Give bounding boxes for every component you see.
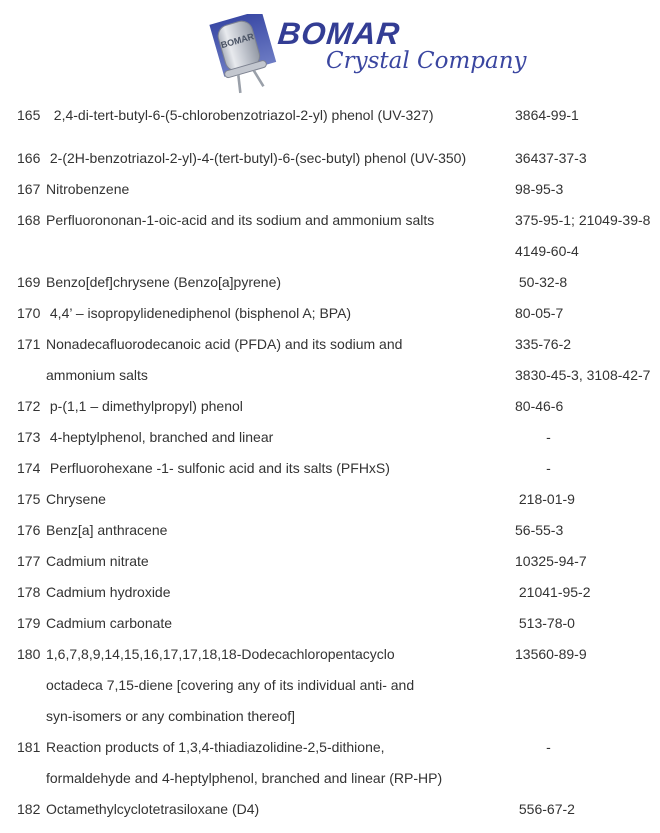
- cas-number-line: 556-67-2: [515, 801, 575, 817]
- substance-name-line: Chrysene: [46, 491, 106, 507]
- cas-number-line: 3830-45-3, 3108-42-7: [515, 367, 651, 383]
- substance-name: [46, 794, 515, 825]
- cas-number: [515, 298, 660, 329]
- substance-name-line: formaldehyde and 4-heptylphenol, branched and linear (RP-HP): [46, 770, 443, 786]
- table-row: [0, 577, 660, 608]
- substance-name: [46, 267, 515, 298]
- row-number: 177: [17, 553, 41, 569]
- row-number: 175: [17, 491, 41, 507]
- cas-number: [515, 577, 660, 608]
- substance-name-line: Cadmium nitrate: [46, 553, 149, 569]
- substance-name-line: Perfluorohexane -1- sulfonic acid and its salts (PFHxS): [46, 460, 390, 476]
- substance-name: [46, 391, 515, 422]
- row-number: 165: [17, 107, 41, 123]
- row-number: 173: [17, 429, 41, 445]
- cas-number-line: 56-55-3: [515, 522, 564, 538]
- table-row: [0, 205, 660, 267]
- cas-number: [515, 100, 660, 131]
- company-logo: [198, 12, 527, 96]
- substance-name-line: Benzo[def]chrysene (Benzo[a]pyrene): [46, 274, 282, 290]
- substance-name: [46, 639, 515, 732]
- cas-number-line: 375-95-1; 21049-39-8: [515, 212, 651, 228]
- substance-name: [46, 298, 515, 329]
- cas-number: [515, 143, 660, 174]
- substance-name-line: Cadmium hydroxide: [46, 584, 171, 600]
- row-number: 181: [17, 739, 41, 755]
- cas-number-line: 21041-95-2: [515, 584, 591, 600]
- substance-name-line: 4,4’ – isopropylidenediphenol (bisphenol A; BPA): [46, 305, 352, 321]
- substance-name-line: 2-(2H-benzotriazol-2-yl)-4-(tert-butyl)-6-(sec-butyl) phenol (UV-350): [46, 150, 467, 166]
- row-number: 172: [17, 398, 41, 414]
- table-row: [0, 484, 660, 515]
- row-number: 174: [17, 460, 41, 476]
- table-row: [0, 100, 660, 131]
- cas-number-line: 3864-99-1: [515, 107, 579, 123]
- substance-name: [46, 422, 515, 453]
- brand-wordmark: BOMAR: [276, 16, 403, 51]
- substance-name: [46, 174, 515, 205]
- row-number: 168: [17, 212, 41, 228]
- substance-name-line: syn-isomers or any combination thereof]: [46, 708, 295, 724]
- row-number: 176: [17, 522, 41, 538]
- substance-name-line: p-(1,1 – dimethylpropyl) phenol: [46, 398, 243, 414]
- table-row: [0, 639, 660, 732]
- table-row: [0, 267, 660, 298]
- row-number: 180: [17, 646, 41, 662]
- substance-name: [46, 608, 515, 639]
- substance-name: [46, 329, 515, 391]
- row-number: 182: [17, 801, 41, 817]
- table-row: [0, 422, 660, 453]
- brand-script-text: Crystal Company: [326, 48, 527, 74]
- cas-number-line: 98-95-3: [515, 181, 564, 197]
- substance-name-line: 2,4-di-tert-butyl-6-(5-chlorobenzotriazol-2-yl) phenol (UV-327): [46, 107, 434, 123]
- crystal-oscillator-image: [198, 14, 278, 94]
- row-number: 167: [17, 181, 41, 197]
- cas-number-line: 80-05-7: [515, 305, 564, 321]
- substance-name: [46, 205, 515, 267]
- row-number: 171: [17, 336, 41, 352]
- cas-number-line: 36437-37-3: [515, 150, 587, 166]
- cas-number-line: 10325-94-7: [515, 553, 587, 569]
- table-row: [0, 298, 660, 329]
- cas-number-line: 218-01-9: [515, 491, 575, 507]
- table-row: [0, 515, 660, 546]
- substance-name: [46, 484, 515, 515]
- substance-name: [46, 546, 515, 577]
- cas-number: [515, 267, 660, 298]
- cas-number: [515, 515, 660, 546]
- substance-name-line: Perfluorononan-1-oic-acid and its sodium and ammonium salts: [46, 212, 435, 228]
- cas-number: [515, 794, 660, 825]
- substance-name-line: Benz[a] anthracene: [46, 522, 168, 538]
- row-number: 178: [17, 584, 41, 600]
- substance-name: [46, 453, 515, 484]
- cas-number: [515, 329, 660, 391]
- table-row: [0, 608, 660, 639]
- cas-number-line: -: [515, 429, 551, 445]
- cas-number-line: 513-78-0: [515, 615, 575, 631]
- cas-number: [515, 391, 660, 422]
- table-row: [0, 174, 660, 205]
- row-number: 169: [17, 274, 41, 290]
- substance-name: [46, 577, 515, 608]
- substance-name-line: Nonadecafluorodecanoic acid (PFDA) and its sodium and: [46, 336, 403, 352]
- substance-name: [46, 732, 515, 794]
- cas-number: [515, 453, 660, 484]
- cas-number-line: 4149-60-4: [515, 243, 579, 259]
- cas-number: [515, 205, 660, 267]
- cas-number-line: -: [515, 739, 551, 755]
- cas-number-line: 50-32-8: [515, 274, 568, 290]
- cas-number-line: 335-76-2: [515, 336, 572, 352]
- substance-name: [46, 143, 515, 174]
- cas-number-line: 13560-89-9: [515, 646, 587, 662]
- row-number: 170: [17, 305, 41, 321]
- substance-name-line: ammonium salts: [46, 367, 148, 383]
- cas-number: [515, 422, 660, 453]
- table-row: [0, 391, 660, 422]
- substance-name-line: Cadmium carbonate: [46, 615, 173, 631]
- table-row: [0, 732, 660, 794]
- substance-name-line: Octamethylcyclotetrasiloxane (D4): [46, 801, 260, 817]
- substance-name: [46, 100, 515, 131]
- substance-name-line: Reaction products of 1,3,4-thiadiazolidine-2,5-dithione,: [46, 739, 385, 755]
- crystal-label-text: BOMAR: [219, 31, 256, 51]
- table-row: [0, 143, 660, 174]
- cas-number: [515, 608, 660, 639]
- cas-number: [515, 639, 660, 732]
- row-number: 179: [17, 615, 41, 631]
- table-row: [0, 546, 660, 577]
- cas-number-line: 80-46-6: [515, 398, 564, 414]
- cas-number: [515, 484, 660, 515]
- substance-name: [46, 515, 515, 546]
- row-number: 166: [17, 150, 41, 166]
- substance-table: [0, 100, 660, 825]
- substance-name-line: 1,6,7,8,9,14,15,16,17,17,18,18-Dodecachloropentacyclo: [46, 646, 395, 662]
- cas-number: [515, 174, 660, 205]
- table-row: [0, 453, 660, 484]
- substance-name-line: Nitrobenzene: [46, 181, 130, 197]
- substance-name-line: octadeca 7,15-diene [covering any of its individual anti- and: [46, 677, 415, 693]
- substance-name-line: 4-heptylphenol, branched and linear: [46, 429, 274, 445]
- cas-number: [515, 546, 660, 577]
- cas-number-line: -: [515, 460, 551, 476]
- table-row: [0, 794, 660, 825]
- table-row: [0, 329, 660, 391]
- cas-number: [515, 732, 660, 794]
